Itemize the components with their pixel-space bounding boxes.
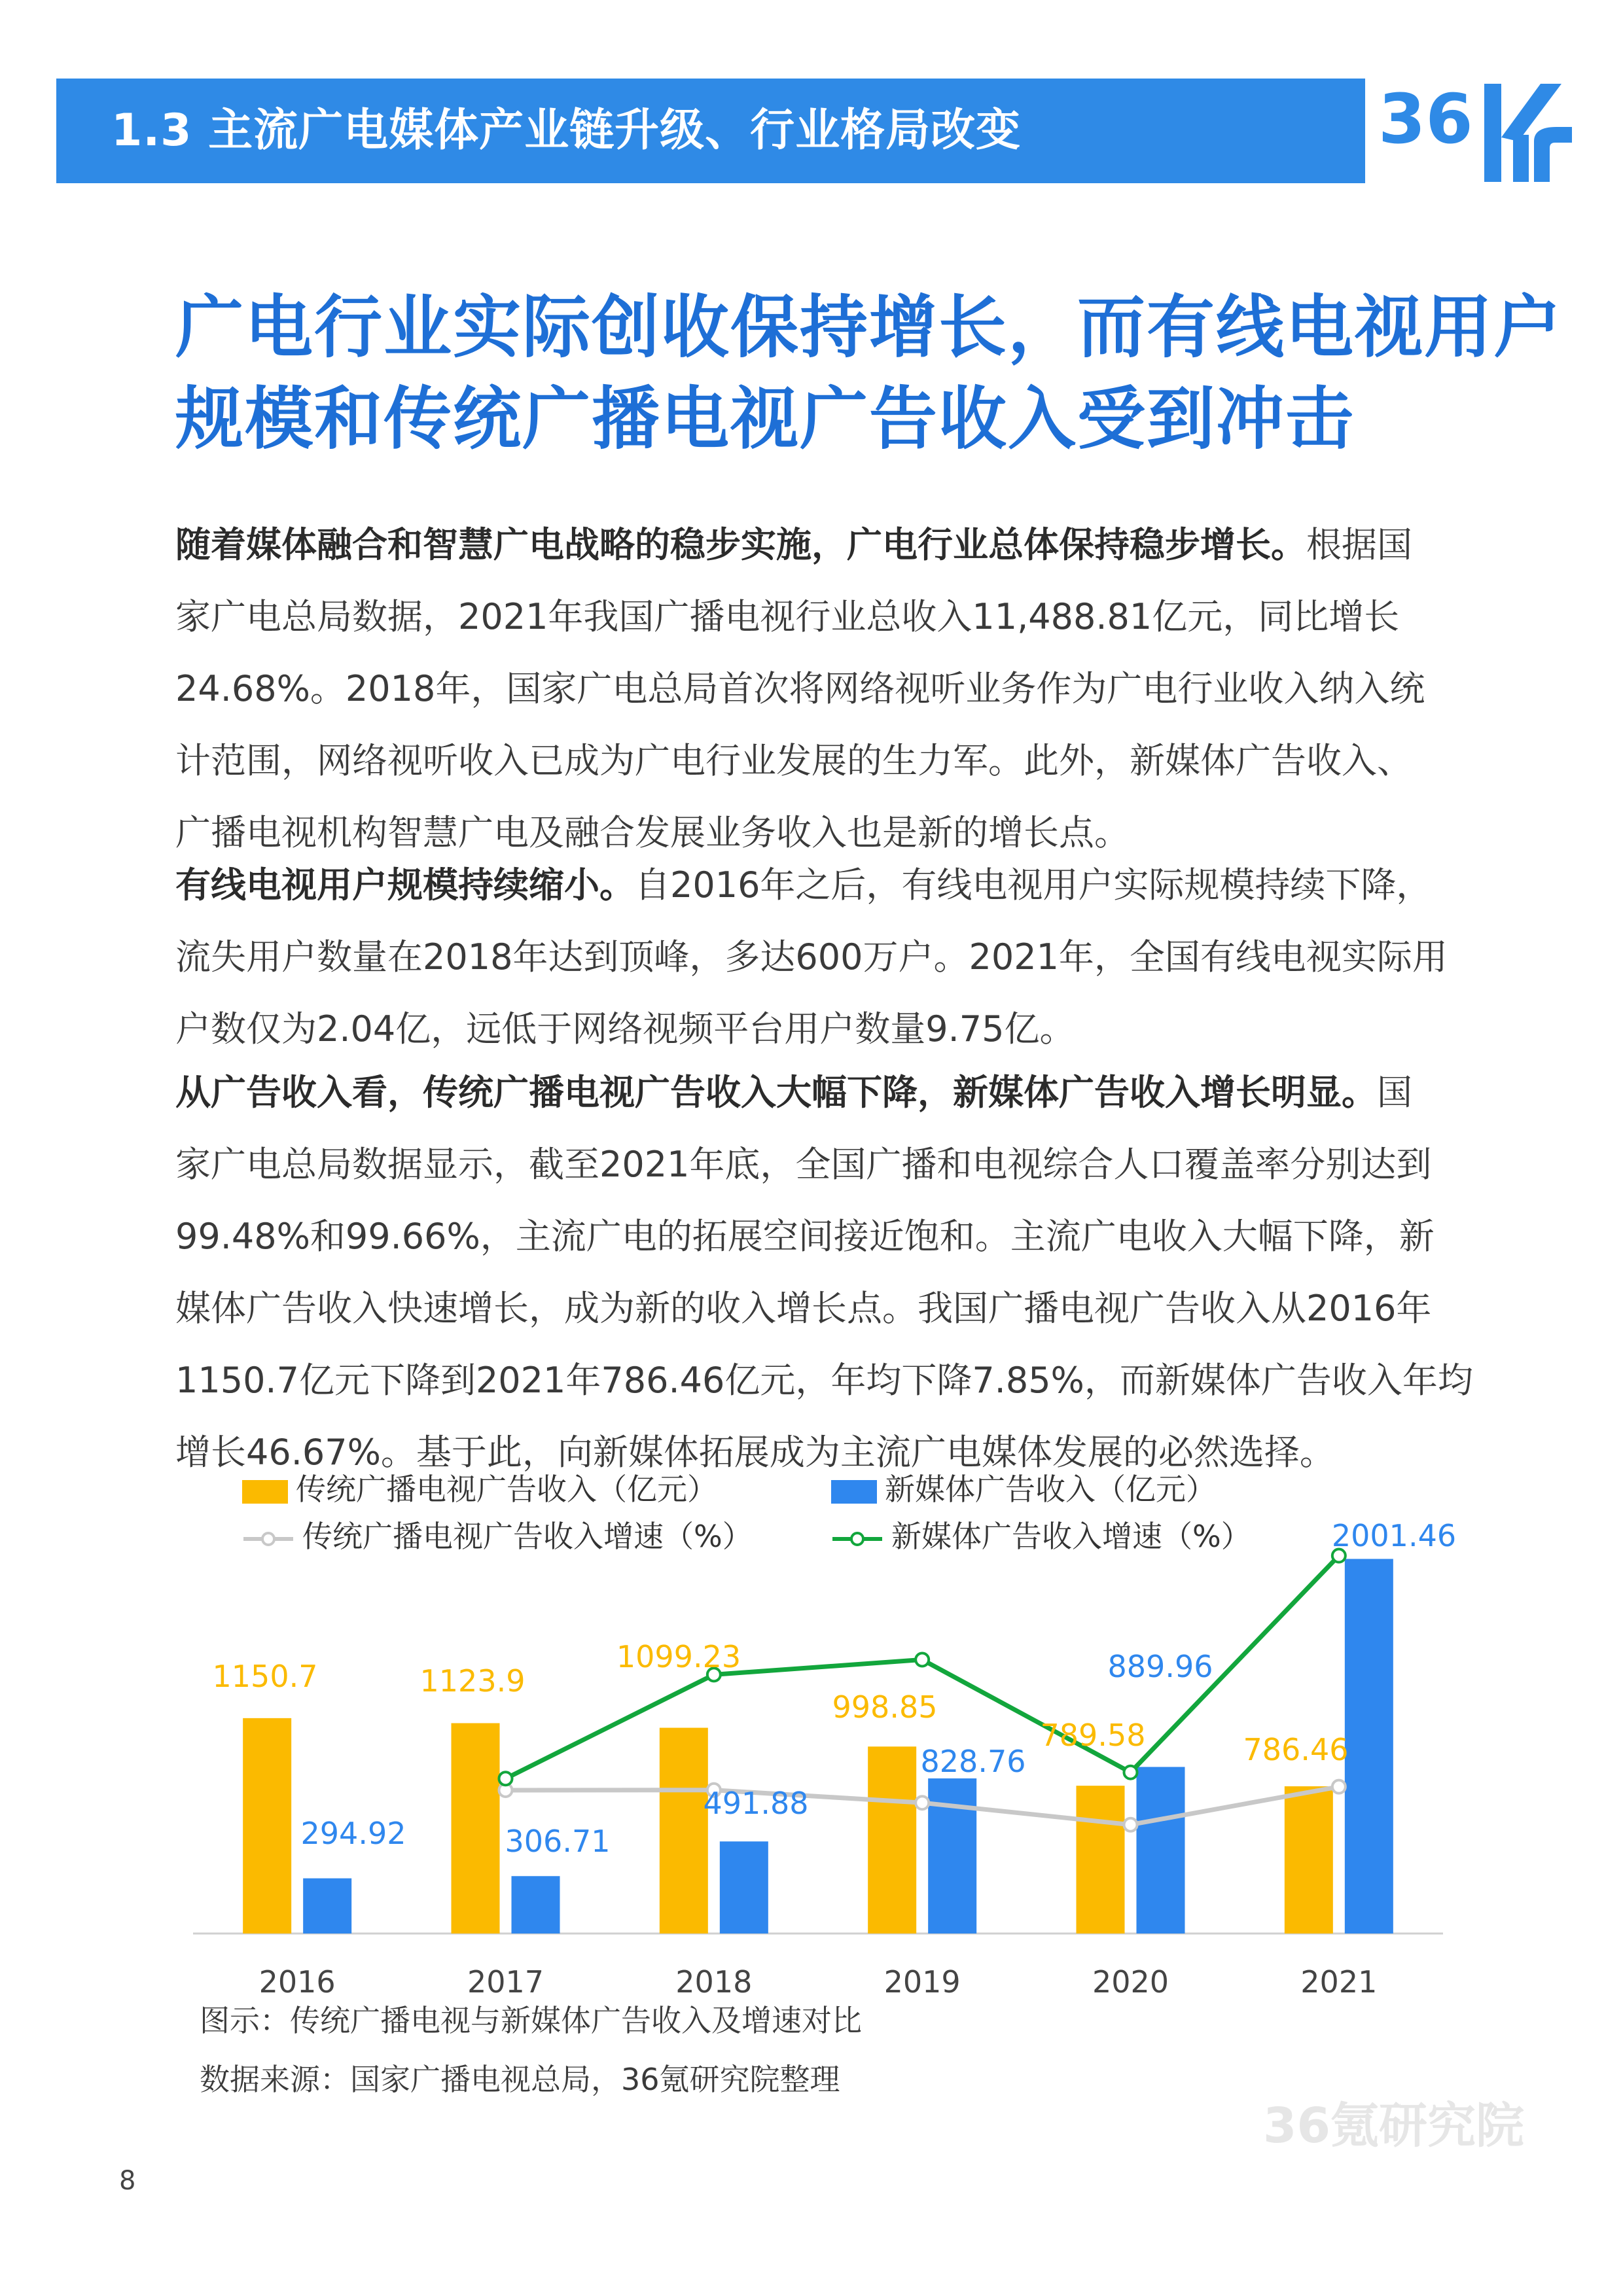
paragraph-text: 计范围，网络视听收入已成为广电行业发展的生力军。此外，新媒体广告收入、 bbox=[175, 740, 1412, 781]
paragraph-lead: 有线电视用户规模持续缩小。 bbox=[175, 864, 635, 906]
data-label-traditional: 786.46 bbox=[1243, 1732, 1349, 1767]
bar-new-media bbox=[1137, 1767, 1185, 1934]
bar-traditional bbox=[1077, 1786, 1125, 1934]
x-tick-label: 2016 bbox=[259, 1964, 336, 2000]
legend-label: 新媒体广告收入（亿元） bbox=[885, 1472, 1216, 1507]
headline-line: 规模和传统广播电视广告收入受到冲击 bbox=[175, 379, 1355, 459]
data-label-traditional: 789.58 bbox=[1040, 1718, 1146, 1753]
bar-new-media bbox=[720, 1841, 768, 1934]
data-label-traditional: 1099.23 bbox=[616, 1639, 741, 1674]
paragraph-text: 广播电视机构智慧广电及融合发展业务收入也是新的增长点。 bbox=[175, 812, 1130, 853]
paragraph-text: 99.48%和99.66%，主流广电的拓展空间接近饱和。主流广电收入大幅下降，新 bbox=[175, 1216, 1435, 1257]
paragraph-text: 1150.7亿元下降到2021年786.46亿元，年均下降7.85%，而新媒体广告收入年均 bbox=[175, 1360, 1473, 1401]
svg-text:36: 36 bbox=[1378, 79, 1473, 159]
headline-line: 广电行业实际创收保持增长，而有线电视用户 bbox=[175, 287, 1563, 367]
new-media-growth-point bbox=[916, 1653, 929, 1667]
bar-traditional bbox=[1285, 1786, 1333, 1934]
paragraph-text: 自2016年之后，有线电视用户实际规模持续下降， bbox=[635, 864, 1432, 906]
data-label-new-media: 294.92 bbox=[300, 1816, 406, 1851]
paragraph-text: 媒体广告收入快速增长，成为新的收入增长点。我国广播电视广告收入从2016年 bbox=[175, 1288, 1432, 1329]
page-number: 8 bbox=[119, 2166, 136, 2196]
paragraph-text: 流失用户数量在2018年达到顶峰，多达600万户。2021年，全国有线电视实际用 bbox=[175, 936, 1448, 978]
new-media-growth-point bbox=[499, 1772, 512, 1785]
paragraph-text: 根据国 bbox=[1306, 524, 1412, 565]
x-tick-label: 2019 bbox=[883, 1964, 961, 2000]
paragraph-text: 增长46.67%。基于此，向新媒体拓展成为主流广电媒体发展的必然选择。 bbox=[175, 1432, 1335, 1473]
legend-label: 传统广播电视广告收入增速（%） bbox=[302, 1519, 753, 1554]
data-label-new-media: 2001.46 bbox=[1331, 1518, 1457, 1553]
bar-traditional bbox=[660, 1728, 708, 1934]
data-label-new-media: 889.96 bbox=[1107, 1649, 1213, 1684]
figure-caption: 图示：传统广播电视与新媒体广告收入及增速对比 bbox=[200, 2003, 862, 2038]
paragraph-text: 国 bbox=[1377, 1072, 1412, 1113]
x-tick-label: 2021 bbox=[1300, 1964, 1378, 2000]
x-tick-label: 2017 bbox=[467, 1964, 544, 2000]
data-label-traditional: 1150.7 bbox=[212, 1659, 318, 1694]
x-tick-label: 2020 bbox=[1092, 1964, 1169, 2000]
legend-label: 新媒体广告收入增速（%） bbox=[891, 1519, 1251, 1554]
data-label-new-media: 491.88 bbox=[703, 1786, 809, 1821]
source-caption: 数据来源：国家广播电视总局，36氪研究院整理 bbox=[200, 2062, 840, 2097]
paragraph-lead: 随着媒体融合和智慧广电战略的稳步实施，广电行业总体保持稳步增长。 bbox=[175, 524, 1306, 565]
x-tick-label: 2018 bbox=[675, 1964, 753, 2000]
bar-new-media bbox=[512, 1876, 560, 1934]
section-title: 1.3 主流广电媒体产业链升级、行业格局改变 bbox=[111, 105, 1022, 156]
new-media-growth-point bbox=[1124, 1766, 1137, 1779]
watermark: 36氪研究院 bbox=[1263, 2098, 1524, 2154]
data-label-traditional: 998.85 bbox=[832, 1689, 938, 1725]
data-label-new-media: 828.76 bbox=[920, 1744, 1026, 1779]
paragraph-text: 24.68%。2018年，国家广电总局首次将网络视听业务作为广电行业收入纳入统 bbox=[175, 668, 1425, 709]
traditional-growth-point bbox=[1124, 1818, 1137, 1831]
traditional-growth-point bbox=[916, 1796, 929, 1809]
paragraph-text: 户数仅为2.04亿，远低于网络视频平台用户数量9.75亿。 bbox=[175, 1008, 1075, 1050]
paragraph-text: 家广电总局数据，2021年我国广播电视行业总收入11,488.81亿元，同比增长 bbox=[175, 596, 1400, 637]
bar-traditional bbox=[243, 1718, 291, 1934]
bar-traditional bbox=[452, 1723, 500, 1934]
legend-label: 传统广播电视广告收入（亿元） bbox=[296, 1472, 717, 1507]
paragraph-lead: 从广告收入看，传统广播电视广告收入大幅下降，新媒体广告收入增长明显。 bbox=[175, 1072, 1377, 1113]
traditional-growth-point bbox=[1332, 1780, 1346, 1793]
bar-traditional bbox=[868, 1746, 916, 1934]
paragraph-text: 家广电总局数据显示，截至2021年底，全国广播和电视综合人口覆盖率分别达到 bbox=[175, 1144, 1432, 1185]
bar-new-media bbox=[1345, 1559, 1393, 1934]
data-label-new-media: 306.71 bbox=[505, 1824, 611, 1859]
data-label-traditional: 1123.9 bbox=[419, 1663, 526, 1699]
bar-new-media bbox=[928, 1778, 976, 1934]
bar-new-media bbox=[303, 1879, 351, 1934]
